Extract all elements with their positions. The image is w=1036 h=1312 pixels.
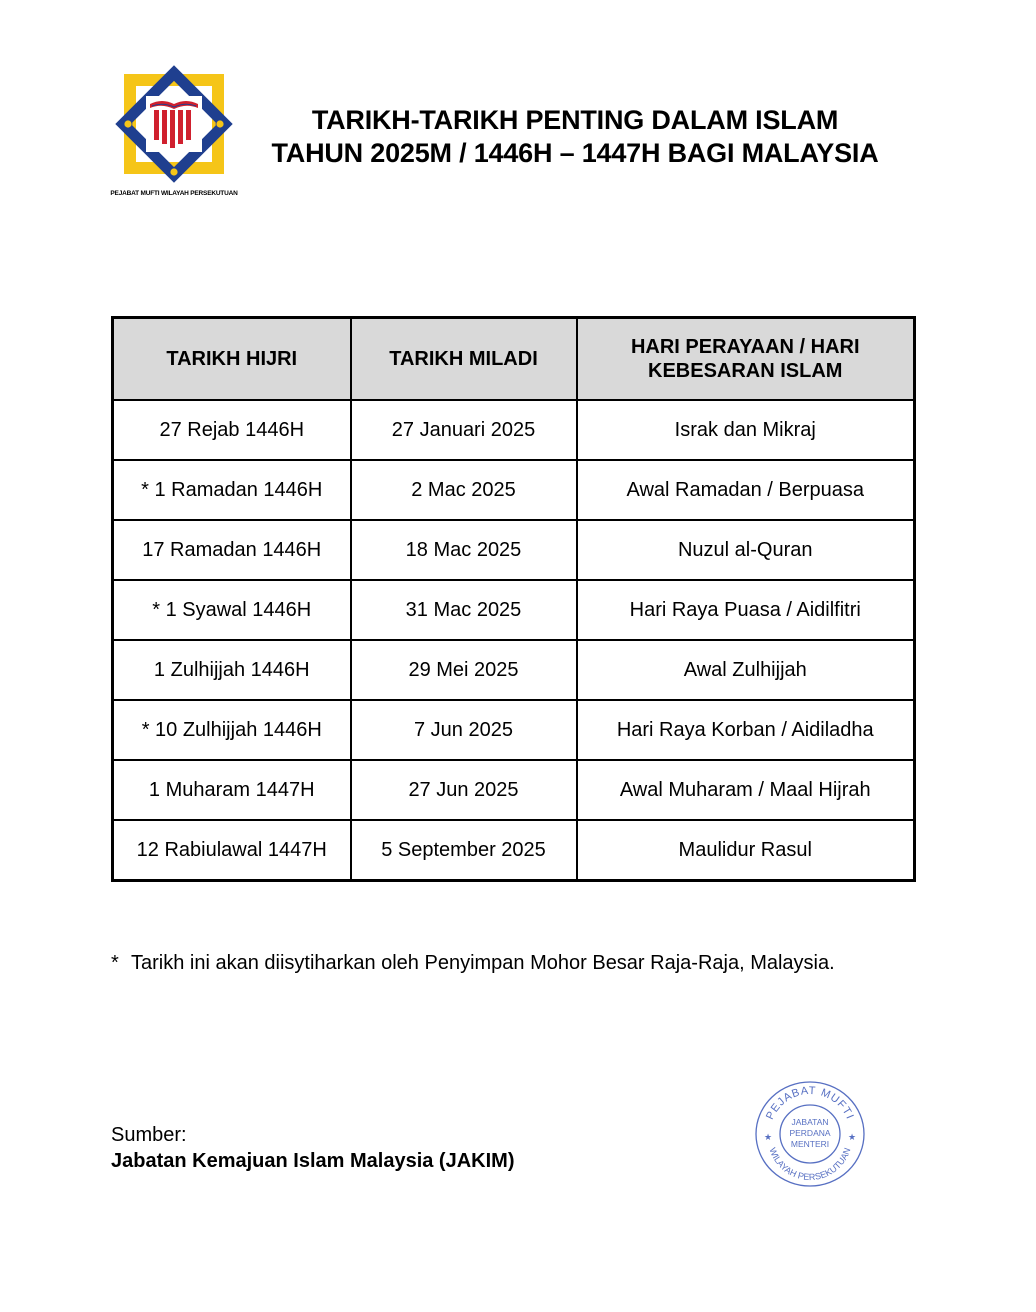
table-header-row bbox=[113, 318, 915, 401]
source-label: Sumber: bbox=[111, 1124, 187, 1146]
cell-event: Maulidur Rasul bbox=[577, 820, 915, 881]
cell-hijri: 27 Rejab 1446H bbox=[113, 400, 351, 460]
title-line-1: TARIKH-TARIKH PENTING DALAM ISLAM bbox=[311, 105, 839, 135]
footnote-marker: * bbox=[111, 952, 119, 974]
footnote-text: Tarikh ini akan diisytiharkan oleh Penyimpan Mohor Besar Raja-Raja, Malaysia. bbox=[131, 952, 835, 974]
header-hijri: TARIKH HIJRI bbox=[113, 318, 351, 401]
cell-miladi: 27 Jun 2025 bbox=[351, 760, 577, 820]
cell-event: Hari Raya Puasa / Aidilfitri bbox=[577, 580, 915, 640]
cell-miladi: 27 Januari 2025 bbox=[351, 400, 577, 460]
stamp-inner-line-2: PERDANA bbox=[789, 1128, 831, 1138]
table-row bbox=[113, 520, 915, 580]
cell-event: Hari Raya Korban / Aidiladha bbox=[577, 700, 915, 760]
cell-event: Awal Muharam / Maal Hijrah bbox=[577, 760, 915, 820]
page-title bbox=[240, 104, 910, 170]
stamp-outer-bottom: WILAYAH PERSEKUTUAN bbox=[767, 1146, 853, 1183]
source-organization: Jabatan Kemajuan Islam Malaysia (JAKIM) bbox=[111, 1150, 515, 1172]
cell-hijri: * 1 Ramadan 1446H bbox=[113, 460, 351, 520]
cell-event: Awal Ramadan / Berpuasa bbox=[577, 460, 915, 520]
cell-hijri: 1 Muharam 1447H bbox=[113, 760, 351, 820]
stamp-outer-top: PEJABAT MUFTI bbox=[764, 1084, 856, 1122]
title-line-2: TAHUN 2025M / 1446H – 1447H BAGI MALAYSIA bbox=[271, 138, 879, 168]
cell-miladi: 5 September 2025 bbox=[351, 820, 577, 881]
header-miladi: TARIKH MILADI bbox=[351, 318, 577, 401]
stamp-inner-line-3: MENTERI bbox=[790, 1139, 830, 1149]
stamp-inner-line-1: JABATAN bbox=[791, 1117, 829, 1127]
table-row bbox=[113, 400, 915, 460]
cell-hijri: * 10 Zulhijjah 1446H bbox=[113, 700, 351, 760]
logo-caption: PEJABAT MUFTI WILAYAH PERSEKUTUAN bbox=[110, 190, 238, 197]
cell-miladi: 29 Mei 2025 bbox=[351, 640, 577, 700]
cell-miladi: 31 Mac 2025 bbox=[351, 580, 577, 640]
cell-miladi: 2 Mac 2025 bbox=[351, 460, 577, 520]
cell-hijri: 17 Ramadan 1446H bbox=[113, 520, 351, 580]
cell-miladi: 18 Mac 2025 bbox=[351, 520, 577, 580]
table-row bbox=[113, 700, 915, 760]
cell-hijri: 12 Rabiulawal 1447H bbox=[113, 820, 351, 881]
official-stamp bbox=[752, 1078, 868, 1190]
table-row bbox=[113, 820, 915, 881]
logo-emblem-icon bbox=[108, 62, 240, 190]
header-event: HARI PERAYAAN / HARI KEBESARAN ISLAM bbox=[577, 318, 915, 401]
table-row bbox=[113, 580, 915, 640]
important-dates-table bbox=[111, 316, 916, 882]
cell-hijri: 1 Zulhijjah 1446H bbox=[113, 640, 351, 700]
table-row bbox=[113, 760, 915, 820]
table-row bbox=[113, 640, 915, 700]
stamp-star-right-icon: ★ bbox=[848, 1132, 857, 1142]
table-row bbox=[113, 460, 915, 520]
cell-event: Israk dan Mikraj bbox=[577, 400, 915, 460]
footnote bbox=[111, 952, 835, 975]
stamp-star-left-icon: ★ bbox=[764, 1132, 773, 1142]
source-block bbox=[111, 1122, 514, 1174]
cell-miladi: 7 Jun 2025 bbox=[351, 700, 577, 760]
cell-event: Nuzul al-Quran bbox=[577, 520, 915, 580]
cell-hijri: * 1 Syawal 1446H bbox=[113, 580, 351, 640]
cell-event: Awal Zulhijjah bbox=[577, 640, 915, 700]
mufti-office-logo bbox=[108, 62, 240, 212]
stamp-seal-icon bbox=[752, 1078, 868, 1190]
